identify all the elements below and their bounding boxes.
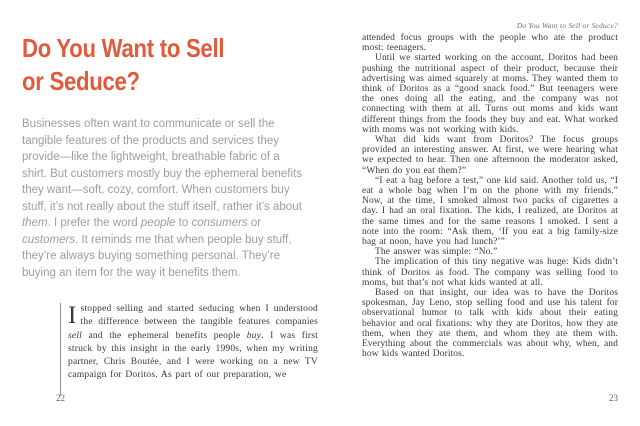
body-paragraph: What did kids want from Doritos? The focus groups provided an interesting answer. At first, we were hearing what we expected to hear. Then one afternoon the moderator asked, “When do you eat them?” — [362, 135, 618, 176]
chapter-title — [22, 32, 224, 98]
running-header: Do You Want to Sell or Seduce? — [516, 21, 618, 30]
body-paragraph: The implication of this tiny negative was huge: Kids didn’t think of Doritos as food. The company was selling food to moms, but that’s not what kids wanted at all. — [362, 257, 618, 288]
chapter-opening-paragraph — [68, 303, 318, 383]
opening-text: stopped selling and started seducing when I understood the difference between the tangible features companies sell and the ephemeral benefits people buy. I was first struck by this insight in the early 1990s, when my writing partner, Chris Boutée, and I were working on a new TV campaign for Doritos. As part of our preparation, we — [68, 304, 319, 381]
body-paragraph: attended focus groups with the people who ate the product most: teenagers. — [362, 33, 618, 54]
chapter-title-line2: or Seduce? — [22, 66, 140, 96]
page-number-left: 22 — [56, 393, 65, 403]
page-number-right: 23 — [609, 393, 618, 403]
body-paragraph: “I eat a bag before a test,” one kid said. Another told us, “I eat a whole bag when I’m on the phone with my friends.” Now, at the time, I smoked almost two packs of cigarettes a day. I had an oral fixation. The kids, I realized, ate Doritos at the same times and for the same reasons I smoked. I sent a note into the room: “Ask them, ‘If you eat a big family-size bag at noon, have you had lunch?’” — [362, 175, 618, 248]
chapter-title-line1: Do You Want to Sell — [22, 33, 225, 63]
drop-cap: I — [68, 302, 77, 329]
body-text — [362, 33, 618, 360]
intro-paragraph: Businesses often want to communicate or sell the tangible features of the products and services they provide—like the lightweight, breathable fabric of a shirt. But customers mostly buy the ephemeral benefits they want—soft, cozy, comfort. When customers buy stuff, it’s not really about the stuff itself, rather it’s about them. I prefer the word people to consumers or customers. It reminds me that when people buy stuff, they’re always buying something personal. They’re buying an item for the way it benefits them. — [22, 118, 302, 279]
vertical-rule — [60, 303, 61, 396]
body-paragraph: The answer was simple: “No.” — [375, 247, 498, 258]
body-paragraph: Until we started working on the account, Doritos had been pushing the nutritional aspect of their product, because their advertising was aimed squarely at moms. They wanted them to think of Doritos as a “good snack food.” But teenagers were the ones doing all the eating, and the company was not connecting with them at all. Turns out moms and kids want different things from the foods they buy and eat. What worked with moms was not working with kids. — [362, 53, 618, 135]
body-paragraph: Based on that insight, our idea was to have the Doritos spokesman, Jay Leno, stop selling food and use his talent for observational humor to talk with kids about their eating behavior and oral fixations: why they ate Doritos, how they ate them, when they ate them, and whom they ate them with. Everything about the commercials was about why, when, and how kids wanted Doritos. — [362, 288, 618, 360]
